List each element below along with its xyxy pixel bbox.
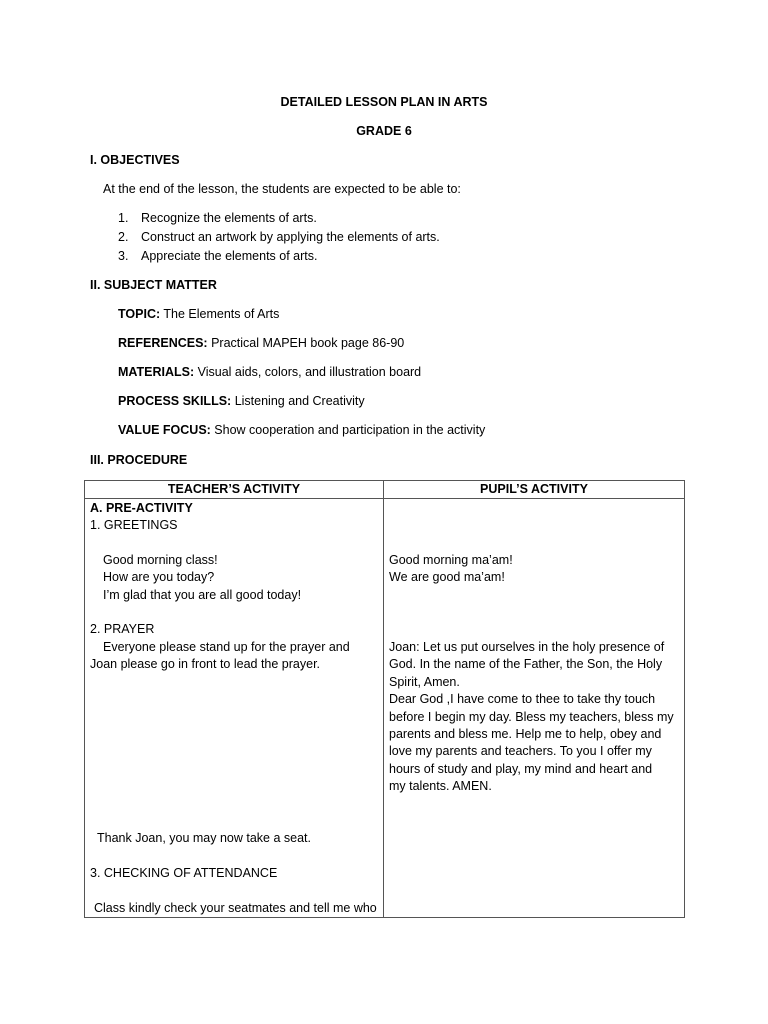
process-skills-value: Listening and Creativity: [231, 394, 365, 408]
pupil-line: before I begin my day. Bless my teachers, bless my: [389, 710, 674, 724]
objective-number: 2.: [118, 230, 129, 244]
prayer-label: 2. PRAYER: [90, 622, 155, 636]
process-skills-row: [118, 393, 365, 411]
objective-text: Construct an artwork by applying the elements of arts.: [141, 230, 440, 244]
pupil-line: parents and bless me. Help me to help, obey and: [389, 727, 662, 741]
pupil-line: love my parents and teachers. To you I offer my: [389, 744, 652, 758]
teacher-line: Good morning class!: [103, 553, 218, 567]
materials-value: Visual aids, colors, and illustration board: [194, 365, 422, 379]
pupil-line: We are good ma’am!: [389, 570, 505, 584]
procedure-table: [84, 480, 685, 918]
value-focus-value: Show cooperation and participation in the activity: [210, 423, 486, 437]
objectives-heading: I. OBJECTIVES: [90, 153, 180, 167]
references-row: [118, 335, 404, 353]
references-value: Practical MAPEH book page 86-90: [207, 336, 405, 350]
table-row: [85, 499, 685, 918]
objectives-intro: At the end of the lesson, the students are expected to be able to:: [103, 182, 461, 196]
teacher-line: Thank Joan, you may now take a seat.: [97, 831, 312, 845]
pupil-activity-cell: [384, 499, 685, 918]
teacher-activity-header: TEACHER’S ACTIVITY: [85, 481, 384, 499]
references-label: REFERENCES:: [118, 336, 208, 350]
pupil-line: my talents. AMEN.: [389, 779, 492, 793]
teacher-line: How are you today?: [103, 570, 215, 584]
table-header-row: [85, 481, 685, 499]
teacher-line: Class kindly check your seatmates and tell me who: [94, 901, 377, 915]
topic-label: TOPIC:: [118, 307, 161, 321]
teacher-line: I’m glad that you are all good today!: [103, 588, 302, 602]
pupil-line: Joan: Let us put ourselves in the holy presence of: [389, 640, 665, 654]
objective-item: [118, 229, 440, 248]
grade-label: GRADE 6: [356, 124, 412, 138]
teacher-line: Everyone please stand up for the prayer and: [103, 640, 350, 654]
objective-item: [118, 248, 440, 267]
objectives-list: [118, 210, 440, 267]
value-focus-label: VALUE FOCUS:: [118, 423, 211, 437]
pre-activity-label: A. PRE-ACTIVITY: [90, 501, 193, 515]
materials-label: MATERIALS:: [118, 365, 195, 379]
objective-text: Appreciate the elements of arts.: [141, 249, 318, 263]
attendance-label: 3. CHECKING OF ATTENDANCE: [90, 866, 278, 880]
pupil-line: Good morning ma’am!: [389, 553, 513, 567]
materials-row: [118, 364, 421, 382]
teacher-activity-cell: [85, 499, 384, 918]
objective-text: Recognize the elements of arts.: [141, 211, 317, 225]
objective-item: [118, 210, 440, 229]
greetings-label: 1. GREETINGS: [90, 518, 178, 532]
pupil-activity-header: PUPIL’S ACTIVITY: [384, 481, 685, 499]
topic-row: [118, 306, 279, 324]
subject-matter-heading: II. SUBJECT MATTER: [90, 278, 217, 292]
process-skills-label: PROCESS SKILLS:: [118, 394, 232, 408]
objective-number: 3.: [118, 249, 129, 263]
value-focus-row: [118, 422, 485, 440]
document-title: DETAILED LESSON PLAN IN ARTS: [280, 95, 488, 109]
pupil-line: Spirit, Amen.: [389, 675, 460, 689]
objective-number: 1.: [118, 211, 129, 225]
teacher-line: Joan please go in front to lead the prayer.: [90, 657, 321, 671]
procedure-heading: III. PROCEDURE: [90, 453, 188, 467]
pupil-line: God. In the name of the Father, the Son, the Holy: [389, 657, 663, 671]
pupil-line: hours of study and play, my mind and heart and: [389, 762, 653, 776]
topic-value: The Elements of Arts: [160, 307, 280, 321]
pupil-line: Dear God ,I have come to thee to take thy touch: [389, 692, 656, 706]
